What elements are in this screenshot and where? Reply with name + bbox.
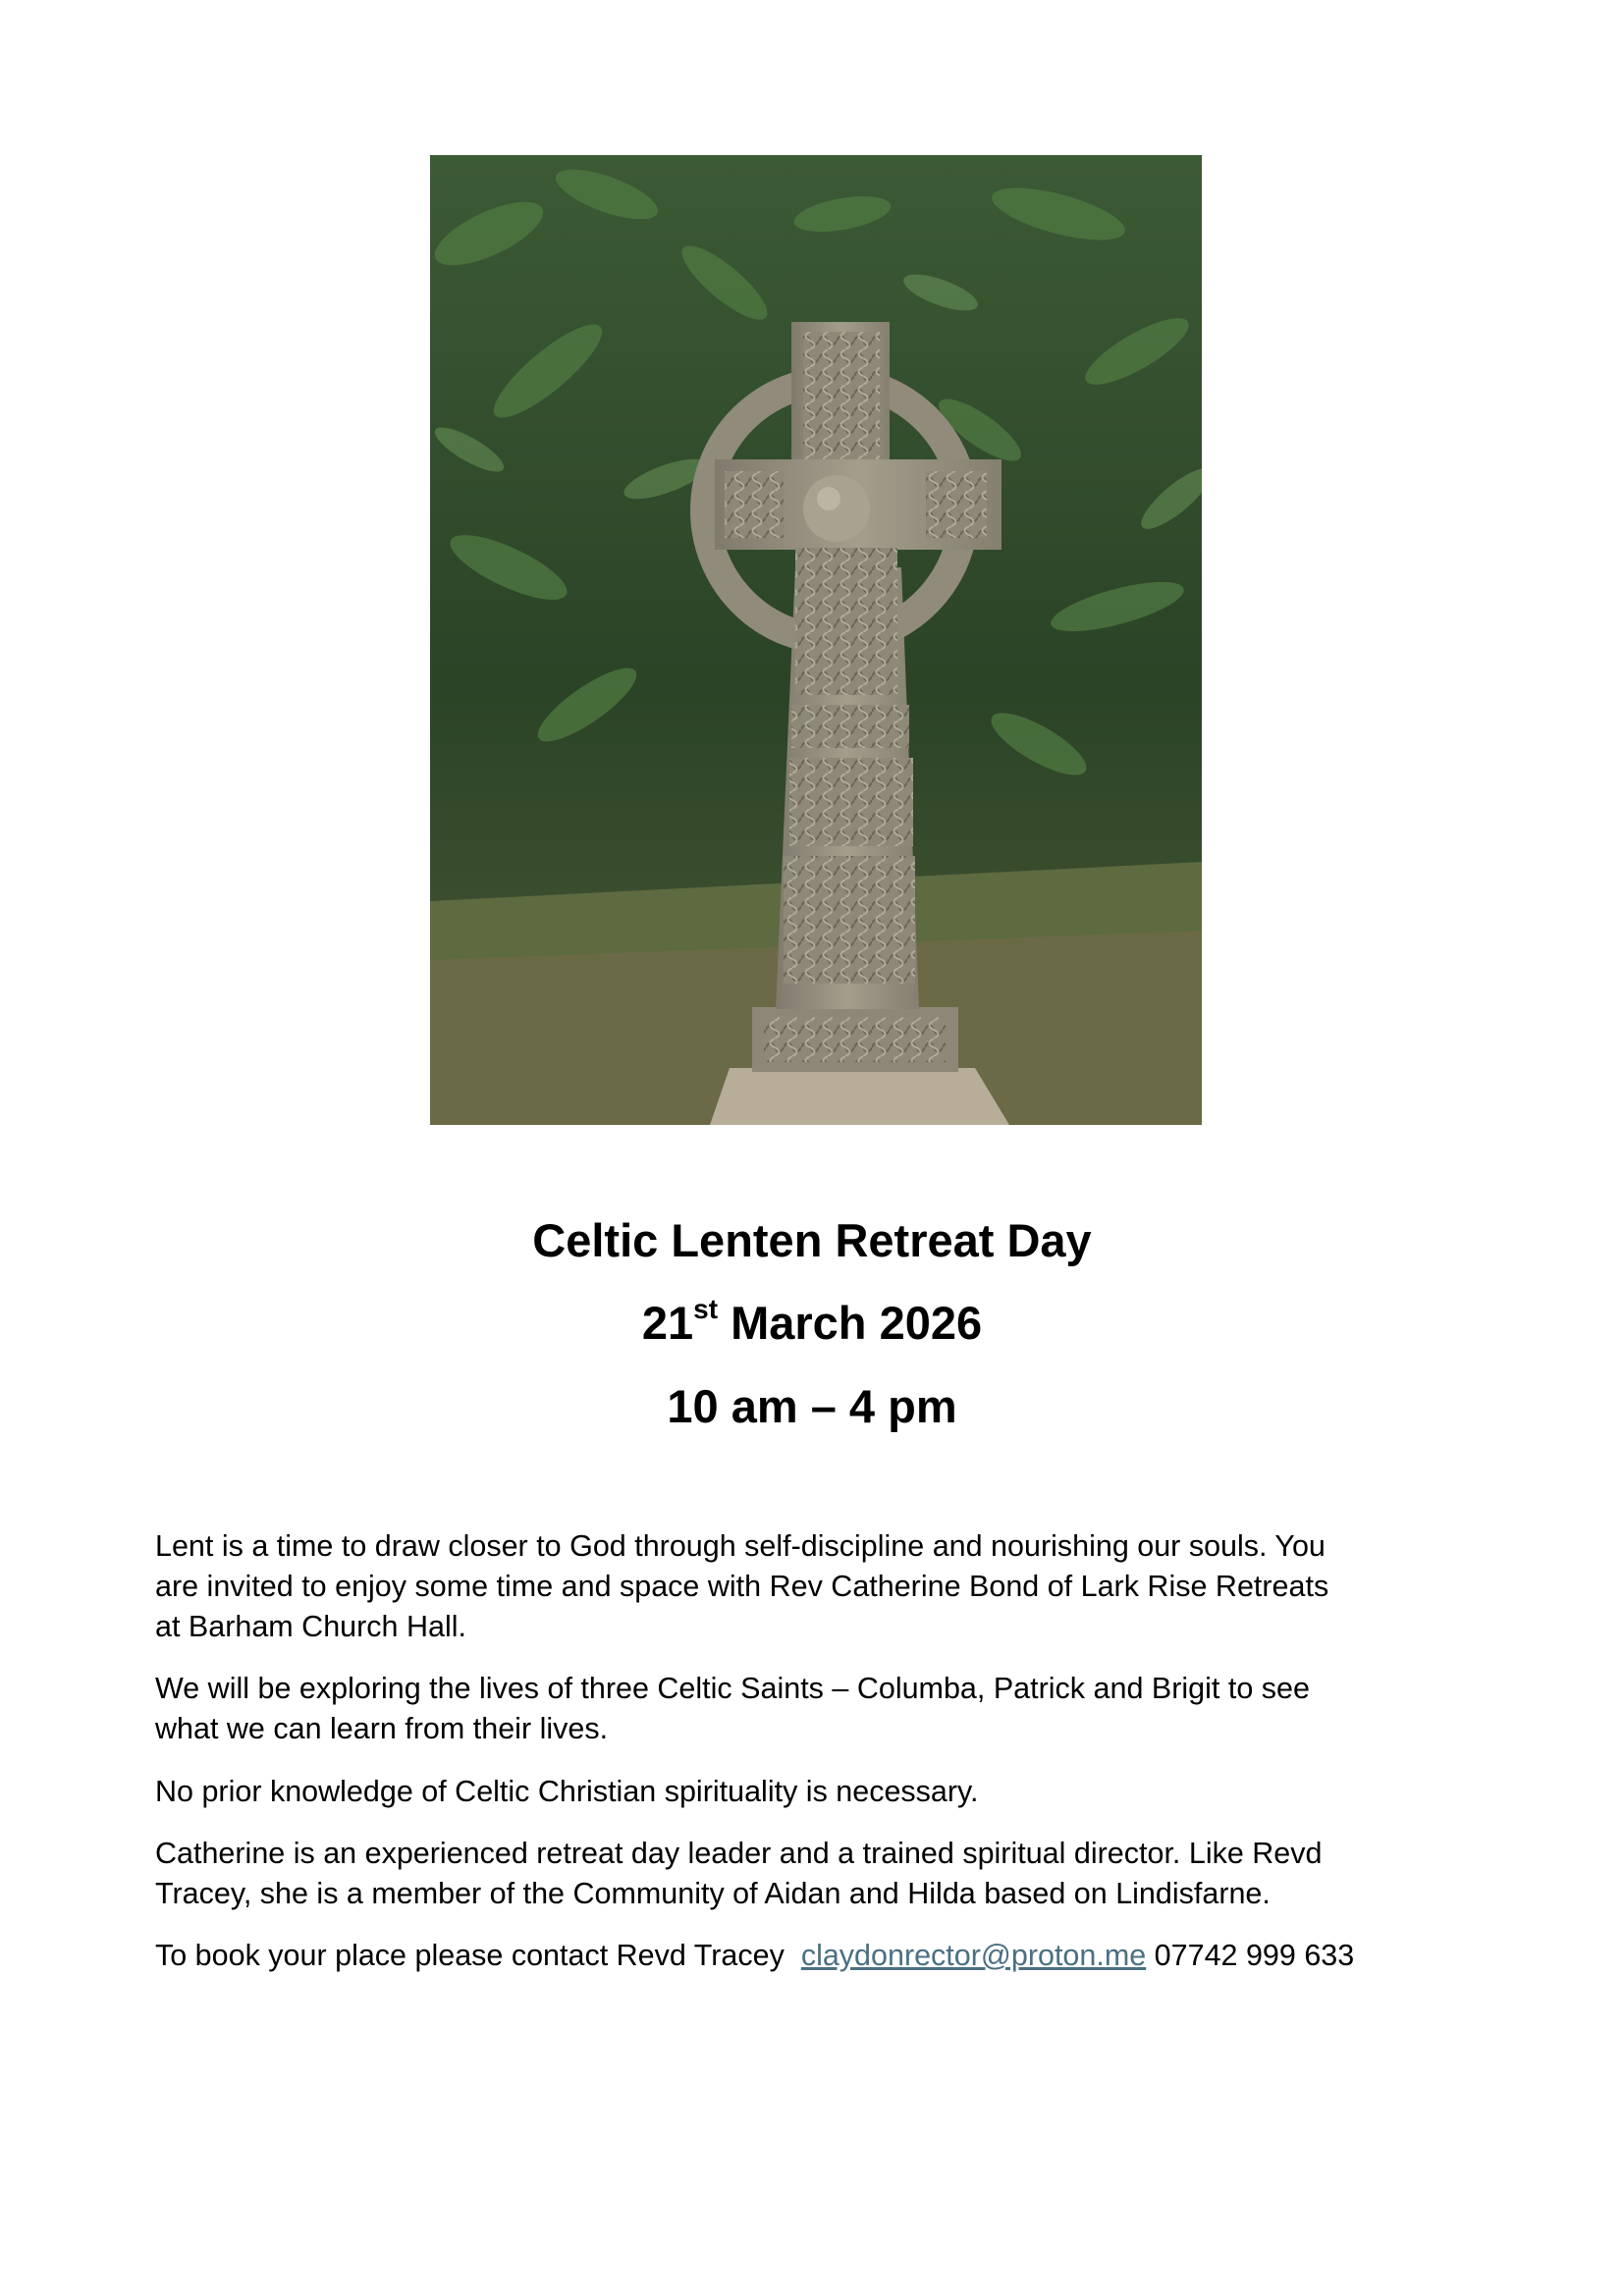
intro-line-2: are invited to enjoy some time and space with Rev Catherine Bond of Lark Rise Retreats	[155, 1570, 1329, 1603]
leader-line-1: Catherine is an experienced retreat day leader and a trained spiritual director. Like Revd	[155, 1837, 1323, 1870]
event-date	[0, 1296, 1624, 1351]
booking-paragraph	[155, 1936, 1510, 1976]
booking-prefix: To book your place please contact Revd Tracey	[155, 1939, 801, 1972]
intro-line-1: Lent is a time to draw closer to God through self-discipline and nourishing our souls. You	[155, 1529, 1326, 1563]
prior-knowledge-paragraph: No prior knowledge of Celtic Christian spirituality is necessary.	[155, 1775, 979, 1808]
intro-line-3: at Barham Church Hall.	[155, 1610, 466, 1643]
saints-line-2: what we can learn from their lives.	[155, 1712, 609, 1745]
leader-line-2: Tracey, she is a member of the Community of Aidan and Hilda based on Lindisfarne.	[155, 1877, 1271, 1910]
event-time: 10 am – 4 pm	[667, 1380, 957, 1432]
leader-paragraph	[155, 1834, 1510, 1914]
date-day: 21	[641, 1297, 694, 1349]
saints-line-1: We will be exploring the lives of three Celtic Saints – Columba, Patrick and Brigit to see	[155, 1672, 1310, 1705]
intro-paragraph	[155, 1526, 1510, 1647]
event-title: Celtic Lenten Retreat Day	[532, 1214, 1092, 1266]
saints-paragraph	[155, 1669, 1510, 1749]
date-month-year: March 2026	[718, 1297, 983, 1349]
contact-email-link[interactable]: claydonrector@proton.me	[800, 1939, 1147, 1972]
date-suffix: st	[693, 1294, 719, 1325]
celtic-cross-photo	[430, 155, 1202, 1125]
contact-phone: 07742 999 633	[1146, 1939, 1355, 1972]
